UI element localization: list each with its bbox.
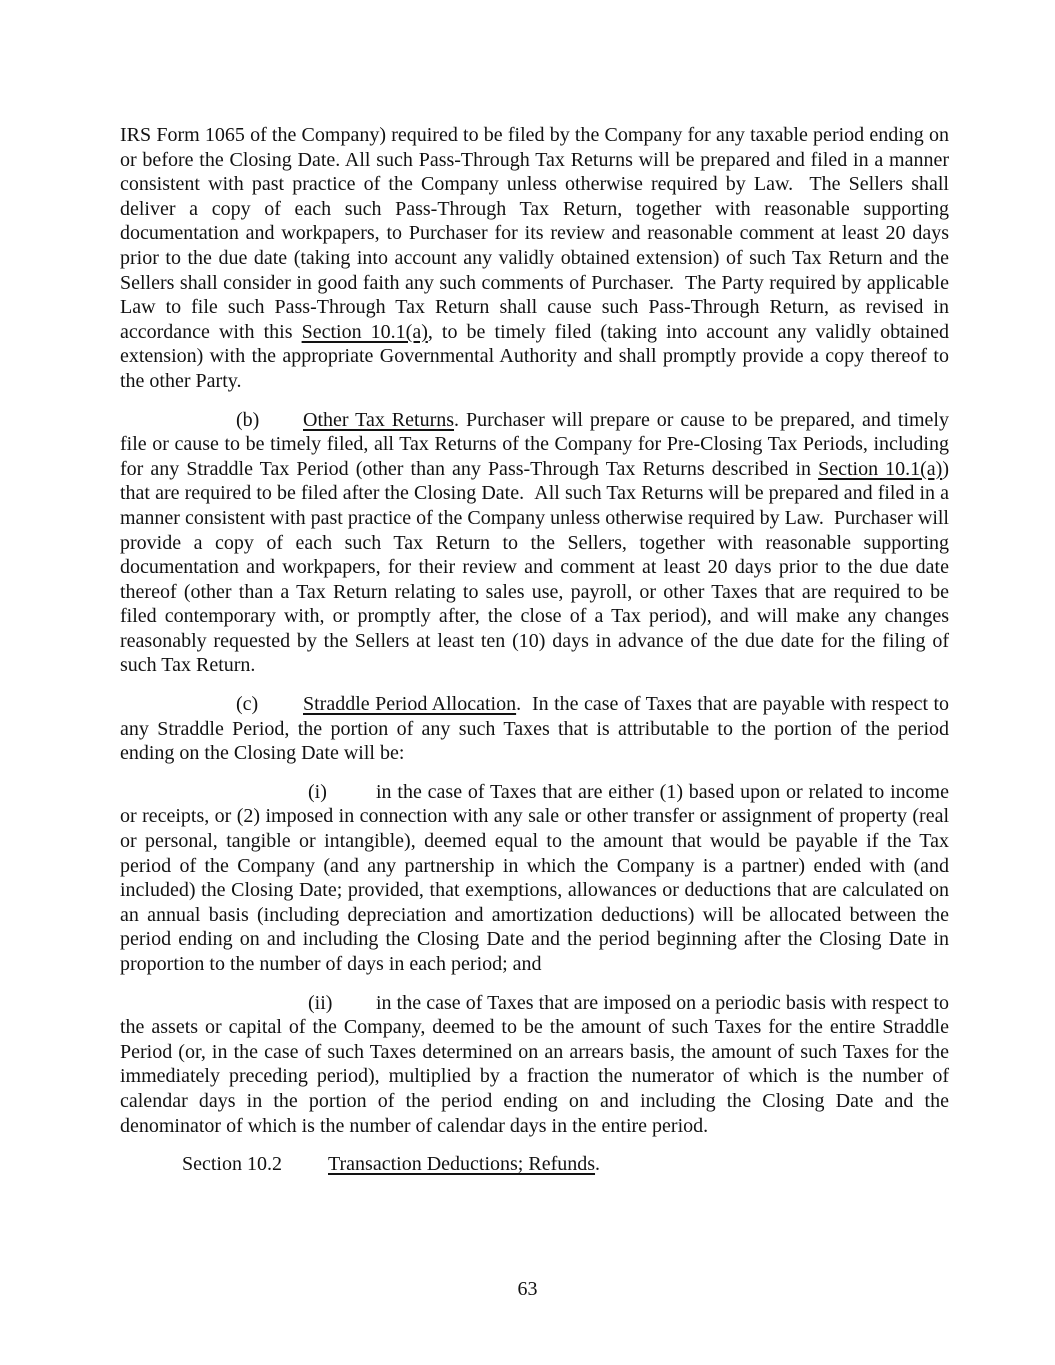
- document-body: [120, 123, 949, 1177]
- paragraph-label: (b): [236, 408, 260, 431]
- paragraph-label: (ii): [308, 991, 333, 1014]
- underlined-text: Section 10.1(a): [818, 457, 943, 480]
- body-text: IRS Form 1065 of the Company) required to be filed by the Company for any taxable period ending on or before the Closing Date. All such Pass-Through Tax Returns will be prepared and filed in a manner consistent with past practice of the Company unless otherwise required by Law. The Sellers shall deliver a copy of each such Pass-Through Tax Return, together with reasonable supporting documentation and workpapers, to Purchaser for its review and reasonable comment at least 20 days prior to the due date (taking into account any validly obtained extension) of such Tax Return and the Sellers shall consider in good faith any such comments of Purchaser. The Party required by applicable Law to file such Pass-Through Tax Return shall cause such Pass-Through Return, as revised in accordance with this: [120, 124, 949, 343]
- underlined-text: Transaction Deductions; Refunds: [328, 1153, 596, 1176]
- underlined-text: Other Tax Returns: [303, 408, 455, 431]
- body-text: . Purchaser will prepare or cause to be prepared, and timely file or cause to be timely filed, all Tax Returns of the Company for Pre-Closing Tax Periods, including for any Straddle Tax Period (other than any Pass-Through Tax Returns described in: [120, 408, 949, 480]
- paragraph-label: (i): [308, 780, 327, 803]
- body-text: .: [595, 1153, 601, 1176]
- body-text: in the case of Taxes that are imposed on a periodic basis with respect to the assets or capital of the Company, deemed to be the amount of such Taxes for the entire Straddle Period (or, in the case of such Taxes determined on an arrears basis, the amount of such Taxes for the immediately preceding period), multiplied by a fraction the numerator of which is the number of calendar days in the portion of the period ending on and including the Closing Date and the denominator of which is the number of calendar days in the entire period.: [120, 991, 949, 1137]
- body-text: . In the case of Taxes that are payable with respect to any Straddle Period, the portion of any such Taxes that is attributable to the portion of the period ending on the Closing Date will be:: [120, 693, 950, 765]
- paragraph-label: Section 10.2: [182, 1153, 282, 1176]
- underlined-text: Straddle Period Allocation: [303, 693, 517, 716]
- paragraph: [120, 1152, 949, 1177]
- paragraph: [120, 991, 949, 1139]
- page-number: 63: [517, 1278, 538, 1300]
- body-text: ) that are required to be filed after the Closing Date. All such Tax Returns will be prepared and filed in a manner consistent with past practice of the Company unless otherwise required by Law. Purchaser will provide a copy of each such Tax Return to the Sellers, together with reasonable supporting documentation and workpapers, for their review and comment at least 20 days prior to the due date thereof (other than a Tax Return relating to sales use, payroll, or other Taxes that are required to be filed contemporary with, or promptly after, the close of a Tax period), and will make any changes reasonably requested by the Sellers at least ten (10) days in advance of the due date for the filing of such Tax Return.: [120, 457, 949, 677]
- paragraph: [120, 123, 949, 394]
- paragraph: [120, 692, 949, 766]
- paragraph: [120, 780, 949, 977]
- body-text: in the case of Taxes that are either (1) based upon or related to income or receipts, or (2) imposed in connection with any sale or other transfer or assignment of property (real or personal, tangible or intangible), deemed equal to the amount that would be payable if the Tax period of the Company (and any partnership in which the Company is a partner) ended with (and included) the Closing Date; provided, that exemptions, allowances or deductions that are calculated on an annual basis (including depreciation and amortization deductions) will be allocated between the period ending on and including the Closing Date and the period beginning after the Closing Date in proportion to the number of days in each period; and: [120, 780, 949, 975]
- body-text: , to be timely filed (taking into account any validly obtained extension) with the appropriate Governmental Authority and shall promptly provide a copy thereof to the other Party.: [120, 320, 950, 392]
- underlined-text: Section 10.1(a): [301, 320, 428, 343]
- paragraph-label: (c): [236, 693, 259, 716]
- paragraph: [120, 408, 949, 679]
